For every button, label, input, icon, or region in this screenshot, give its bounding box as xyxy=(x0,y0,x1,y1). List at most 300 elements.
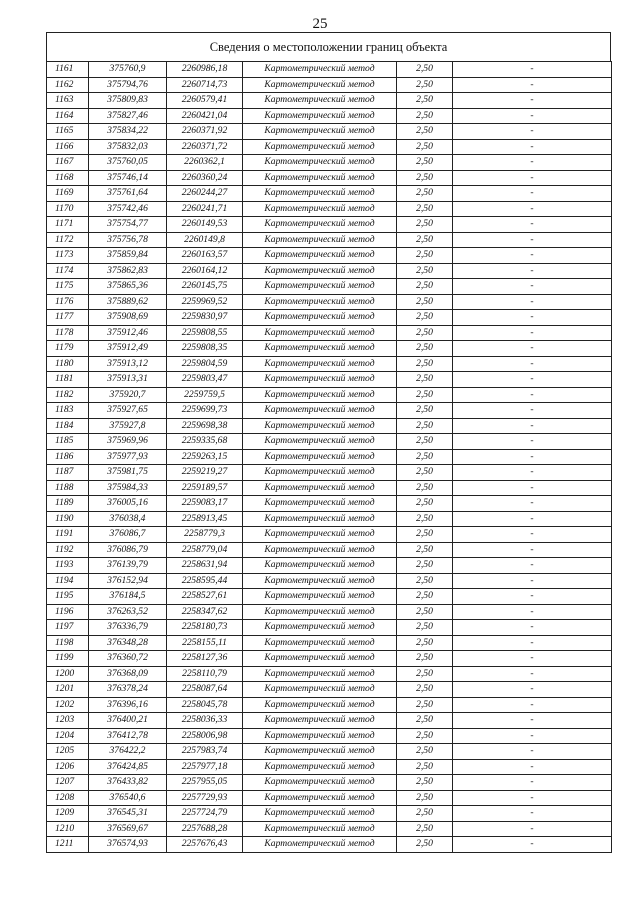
method-cell: Картометрический метод xyxy=(243,294,397,310)
x-coordinate-cell: 376368,09 xyxy=(89,666,167,682)
description-cell: - xyxy=(453,139,612,155)
method-cell: Картометрический метод xyxy=(243,356,397,372)
method-cell: Картометрический метод xyxy=(243,775,397,791)
coordinates-table-body xyxy=(47,62,612,853)
point-number-cell: 1185 xyxy=(47,434,89,450)
accuracy-cell: 2,50 xyxy=(397,93,453,109)
method-cell: Картометрический метод xyxy=(243,124,397,140)
accuracy-cell: 2,50 xyxy=(397,821,453,837)
x-coordinate-cell: 376139,79 xyxy=(89,558,167,574)
description-cell: - xyxy=(453,635,612,651)
point-number-cell: 1168 xyxy=(47,170,89,186)
point-number-cell: 1207 xyxy=(47,775,89,791)
y-coordinate-cell: 2259808,35 xyxy=(167,341,243,357)
table-row xyxy=(47,201,612,217)
method-cell: Картометрический метод xyxy=(243,713,397,729)
table-row xyxy=(47,418,612,434)
point-number-cell: 1201 xyxy=(47,682,89,698)
table-row xyxy=(47,294,612,310)
method-cell: Картометрический метод xyxy=(243,279,397,295)
point-number-cell: 1170 xyxy=(47,201,89,217)
method-cell: Картометрический метод xyxy=(243,728,397,744)
description-cell: - xyxy=(453,728,612,744)
method-cell: Картометрический метод xyxy=(243,93,397,109)
method-cell: Картометрический метод xyxy=(243,155,397,171)
description-cell: - xyxy=(453,573,612,589)
point-number-cell: 1189 xyxy=(47,496,89,512)
method-cell: Картометрический метод xyxy=(243,759,397,775)
table-row xyxy=(47,837,612,853)
y-coordinate-cell: 2258631,94 xyxy=(167,558,243,574)
x-coordinate-cell: 375913,31 xyxy=(89,372,167,388)
point-number-cell: 1196 xyxy=(47,604,89,620)
y-coordinate-cell: 2260164,12 xyxy=(167,263,243,279)
table-row xyxy=(47,279,612,295)
method-cell: Картометрический метод xyxy=(243,744,397,760)
accuracy-cell: 2,50 xyxy=(397,77,453,93)
description-cell: - xyxy=(453,217,612,233)
point-number-cell: 1206 xyxy=(47,759,89,775)
y-coordinate-cell: 2257676,43 xyxy=(167,837,243,853)
table-row xyxy=(47,403,612,419)
method-cell: Картометрический метод xyxy=(243,325,397,341)
table-row xyxy=(47,728,612,744)
x-coordinate-cell: 376360,72 xyxy=(89,651,167,667)
point-number-cell: 1182 xyxy=(47,387,89,403)
description-cell: - xyxy=(453,186,612,202)
description-cell: - xyxy=(453,294,612,310)
point-number-cell: 1191 xyxy=(47,527,89,543)
accuracy-cell: 2,50 xyxy=(397,186,453,202)
table-row xyxy=(47,170,612,186)
table-row xyxy=(47,558,612,574)
description-cell: - xyxy=(453,589,612,605)
y-coordinate-cell: 2258155,11 xyxy=(167,635,243,651)
method-cell: Картометрический метод xyxy=(243,620,397,636)
point-number-cell: 1203 xyxy=(47,713,89,729)
method-cell: Картометрический метод xyxy=(243,62,397,78)
point-number-cell: 1200 xyxy=(47,666,89,682)
point-number-cell: 1209 xyxy=(47,806,89,822)
x-coordinate-cell: 375865,36 xyxy=(89,279,167,295)
accuracy-cell: 2,50 xyxy=(397,232,453,248)
method-cell: Картометрический метод xyxy=(243,837,397,853)
accuracy-cell: 2,50 xyxy=(397,837,453,853)
method-cell: Картометрический метод xyxy=(243,821,397,837)
point-number-cell: 1184 xyxy=(47,418,89,434)
table-row xyxy=(47,387,612,403)
method-cell: Картометрический метод xyxy=(243,511,397,527)
y-coordinate-cell: 2257729,93 xyxy=(167,790,243,806)
x-coordinate-cell: 376336,79 xyxy=(89,620,167,636)
x-coordinate-cell: 375981,75 xyxy=(89,465,167,481)
accuracy-cell: 2,50 xyxy=(397,248,453,264)
description-cell: - xyxy=(453,666,612,682)
accuracy-cell: 2,50 xyxy=(397,496,453,512)
description-cell: - xyxy=(453,124,612,140)
x-coordinate-cell: 376400,21 xyxy=(89,713,167,729)
accuracy-cell: 2,50 xyxy=(397,651,453,667)
x-coordinate-cell: 376184,5 xyxy=(89,589,167,605)
accuracy-cell: 2,50 xyxy=(397,728,453,744)
point-number-cell: 1194 xyxy=(47,573,89,589)
x-coordinate-cell: 375832,03 xyxy=(89,139,167,155)
point-number-cell: 1204 xyxy=(47,728,89,744)
x-coordinate-cell: 375969,96 xyxy=(89,434,167,450)
table-row xyxy=(47,682,612,698)
table-row xyxy=(47,821,612,837)
table-row xyxy=(47,77,612,93)
y-coordinate-cell: 2259189,57 xyxy=(167,480,243,496)
table-row xyxy=(47,155,612,171)
table-title: Сведения о местоположении границ объекта xyxy=(46,32,611,61)
table-row xyxy=(47,108,612,124)
description-cell: - xyxy=(453,527,612,543)
accuracy-cell: 2,50 xyxy=(397,279,453,295)
accuracy-cell: 2,50 xyxy=(397,682,453,698)
x-coordinate-cell: 375889,62 xyxy=(89,294,167,310)
description-cell: - xyxy=(453,279,612,295)
point-number-cell: 1163 xyxy=(47,93,89,109)
description-cell: - xyxy=(453,620,612,636)
point-number-cell: 1167 xyxy=(47,155,89,171)
y-coordinate-cell: 2258913,45 xyxy=(167,511,243,527)
description-cell: - xyxy=(453,604,612,620)
point-number-cell: 1166 xyxy=(47,139,89,155)
accuracy-cell: 2,50 xyxy=(397,356,453,372)
method-cell: Картометрический метод xyxy=(243,341,397,357)
point-number-cell: 1195 xyxy=(47,589,89,605)
x-coordinate-cell: 375760,9 xyxy=(89,62,167,78)
x-coordinate-cell: 376424,85 xyxy=(89,759,167,775)
table-row xyxy=(47,713,612,729)
point-number-cell: 1176 xyxy=(47,294,89,310)
accuracy-cell: 2,50 xyxy=(397,387,453,403)
x-coordinate-cell: 375794,76 xyxy=(89,77,167,93)
method-cell: Картометрический метод xyxy=(243,465,397,481)
x-coordinate-cell: 375827,46 xyxy=(89,108,167,124)
accuracy-cell: 2,50 xyxy=(397,620,453,636)
table-row xyxy=(47,263,612,279)
y-coordinate-cell: 2260371,92 xyxy=(167,124,243,140)
description-cell: - xyxy=(453,108,612,124)
x-coordinate-cell: 375761,64 xyxy=(89,186,167,202)
method-cell: Картометрический метод xyxy=(243,573,397,589)
description-cell: - xyxy=(453,434,612,450)
table-row xyxy=(47,356,612,372)
table-row xyxy=(47,372,612,388)
accuracy-cell: 2,50 xyxy=(397,527,453,543)
y-coordinate-cell: 2259759,5 xyxy=(167,387,243,403)
description-cell: - xyxy=(453,201,612,217)
y-coordinate-cell: 2259969,52 xyxy=(167,294,243,310)
method-cell: Картометрический метод xyxy=(243,139,397,155)
y-coordinate-cell: 2258180,73 xyxy=(167,620,243,636)
method-cell: Картометрический метод xyxy=(243,170,397,186)
table-row xyxy=(47,635,612,651)
x-coordinate-cell: 375742,46 xyxy=(89,201,167,217)
y-coordinate-cell: 2257955,05 xyxy=(167,775,243,791)
description-cell: - xyxy=(453,806,612,822)
point-number-cell: 1198 xyxy=(47,635,89,651)
x-coordinate-cell: 375984,33 xyxy=(89,480,167,496)
y-coordinate-cell: 2260421,04 xyxy=(167,108,243,124)
point-number-cell: 1183 xyxy=(47,403,89,419)
point-number-cell: 1173 xyxy=(47,248,89,264)
method-cell: Картометрический метод xyxy=(243,697,397,713)
description-cell: - xyxy=(453,775,612,791)
point-number-cell: 1178 xyxy=(47,325,89,341)
description-cell: - xyxy=(453,93,612,109)
accuracy-cell: 2,50 xyxy=(397,310,453,326)
method-cell: Картометрический метод xyxy=(243,682,397,698)
accuracy-cell: 2,50 xyxy=(397,124,453,140)
y-coordinate-cell: 2258087,64 xyxy=(167,682,243,698)
accuracy-cell: 2,50 xyxy=(397,806,453,822)
accuracy-cell: 2,50 xyxy=(397,201,453,217)
description-cell: - xyxy=(453,263,612,279)
table-row xyxy=(47,449,612,465)
method-cell: Картометрический метод xyxy=(243,542,397,558)
method-cell: Картометрический метод xyxy=(243,263,397,279)
description-cell: - xyxy=(453,496,612,512)
description-cell: - xyxy=(453,356,612,372)
point-number-cell: 1164 xyxy=(47,108,89,124)
x-coordinate-cell: 376545,31 xyxy=(89,806,167,822)
point-number-cell: 1162 xyxy=(47,77,89,93)
x-coordinate-cell: 376569,67 xyxy=(89,821,167,837)
description-cell: - xyxy=(453,558,612,574)
accuracy-cell: 2,50 xyxy=(397,744,453,760)
method-cell: Картометрический метод xyxy=(243,403,397,419)
y-coordinate-cell: 2260714,73 xyxy=(167,77,243,93)
accuracy-cell: 2,50 xyxy=(397,372,453,388)
x-coordinate-cell: 376574,93 xyxy=(89,837,167,853)
x-coordinate-cell: 375977,93 xyxy=(89,449,167,465)
accuracy-cell: 2,50 xyxy=(397,294,453,310)
y-coordinate-cell: 2260149,8 xyxy=(167,232,243,248)
description-cell: - xyxy=(453,759,612,775)
table-row xyxy=(47,775,612,791)
y-coordinate-cell: 2258347,62 xyxy=(167,604,243,620)
x-coordinate-cell: 375760,05 xyxy=(89,155,167,171)
y-coordinate-cell: 2257724,79 xyxy=(167,806,243,822)
point-number-cell: 1181 xyxy=(47,372,89,388)
point-number-cell: 1179 xyxy=(47,341,89,357)
method-cell: Картометрический метод xyxy=(243,527,397,543)
accuracy-cell: 2,50 xyxy=(397,263,453,279)
x-coordinate-cell: 376005,16 xyxy=(89,496,167,512)
method-cell: Картометрический метод xyxy=(243,604,397,620)
description-cell: - xyxy=(453,170,612,186)
point-number-cell: 1210 xyxy=(47,821,89,837)
x-coordinate-cell: 375859,84 xyxy=(89,248,167,264)
page-number: 25 xyxy=(312,16,328,32)
accuracy-cell: 2,50 xyxy=(397,713,453,729)
coordinates-table xyxy=(46,61,612,853)
description-cell: - xyxy=(453,155,612,171)
method-cell: Картометрический метод xyxy=(243,635,397,651)
y-coordinate-cell: 2259083,17 xyxy=(167,496,243,512)
description-cell: - xyxy=(453,232,612,248)
y-coordinate-cell: 2260579,41 xyxy=(167,93,243,109)
x-coordinate-cell: 376433,82 xyxy=(89,775,167,791)
description-cell: - xyxy=(453,480,612,496)
y-coordinate-cell: 2257977,18 xyxy=(167,759,243,775)
point-number-cell: 1188 xyxy=(47,480,89,496)
accuracy-cell: 2,50 xyxy=(397,341,453,357)
method-cell: Картометрический метод xyxy=(243,589,397,605)
method-cell: Картометрический метод xyxy=(243,108,397,124)
description-cell: - xyxy=(453,697,612,713)
table-row xyxy=(47,480,612,496)
x-coordinate-cell: 375912,46 xyxy=(89,325,167,341)
y-coordinate-cell: 2260149,53 xyxy=(167,217,243,233)
table-row xyxy=(47,139,612,155)
table-row xyxy=(47,341,612,357)
x-coordinate-cell: 376396,16 xyxy=(89,697,167,713)
accuracy-cell: 2,50 xyxy=(397,480,453,496)
x-coordinate-cell: 375908,69 xyxy=(89,310,167,326)
table-row xyxy=(47,62,612,78)
accuracy-cell: 2,50 xyxy=(397,573,453,589)
y-coordinate-cell: 2259830,97 xyxy=(167,310,243,326)
x-coordinate-cell: 375927,8 xyxy=(89,418,167,434)
method-cell: Картометрический метод xyxy=(243,666,397,682)
x-coordinate-cell: 375913,12 xyxy=(89,356,167,372)
accuracy-cell: 2,50 xyxy=(397,62,453,78)
accuracy-cell: 2,50 xyxy=(397,108,453,124)
table-row xyxy=(47,620,612,636)
accuracy-cell: 2,50 xyxy=(397,465,453,481)
accuracy-cell: 2,50 xyxy=(397,775,453,791)
y-coordinate-cell: 2258045,78 xyxy=(167,697,243,713)
method-cell: Картометрический метод xyxy=(243,434,397,450)
accuracy-cell: 2,50 xyxy=(397,449,453,465)
accuracy-cell: 2,50 xyxy=(397,217,453,233)
table-row xyxy=(47,651,612,667)
point-number-cell: 1199 xyxy=(47,651,89,667)
description-cell: - xyxy=(453,372,612,388)
x-coordinate-cell: 376086,79 xyxy=(89,542,167,558)
y-coordinate-cell: 2258527,61 xyxy=(167,589,243,605)
method-cell: Картометрический метод xyxy=(243,186,397,202)
description-cell: - xyxy=(453,744,612,760)
accuracy-cell: 2,50 xyxy=(397,604,453,620)
description-cell: - xyxy=(453,310,612,326)
accuracy-cell: 2,50 xyxy=(397,589,453,605)
x-coordinate-cell: 376348,28 xyxy=(89,635,167,651)
x-coordinate-cell: 376422,2 xyxy=(89,744,167,760)
y-coordinate-cell: 2260371,72 xyxy=(167,139,243,155)
method-cell: Картометрический метод xyxy=(243,248,397,264)
method-cell: Картометрический метод xyxy=(243,790,397,806)
table-row xyxy=(47,759,612,775)
description-cell: - xyxy=(453,387,612,403)
x-coordinate-cell: 376412,78 xyxy=(89,728,167,744)
point-number-cell: 1177 xyxy=(47,310,89,326)
table-row xyxy=(47,248,612,264)
y-coordinate-cell: 2258779,3 xyxy=(167,527,243,543)
y-coordinate-cell: 2259219,27 xyxy=(167,465,243,481)
description-cell: - xyxy=(453,713,612,729)
point-number-cell: 1180 xyxy=(47,356,89,372)
x-coordinate-cell: 376378,24 xyxy=(89,682,167,698)
table-row xyxy=(47,697,612,713)
point-number-cell: 1202 xyxy=(47,697,89,713)
table-row xyxy=(47,806,612,822)
boundary-table-sheet xyxy=(46,32,611,853)
x-coordinate-cell: 375834,22 xyxy=(89,124,167,140)
x-coordinate-cell: 375754,77 xyxy=(89,217,167,233)
point-number-cell: 1174 xyxy=(47,263,89,279)
method-cell: Картометрический метод xyxy=(243,496,397,512)
description-cell: - xyxy=(453,403,612,419)
y-coordinate-cell: 2260244,27 xyxy=(167,186,243,202)
method-cell: Картометрический метод xyxy=(243,372,397,388)
x-coordinate-cell: 376152,94 xyxy=(89,573,167,589)
accuracy-cell: 2,50 xyxy=(397,155,453,171)
table-row xyxy=(47,511,612,527)
method-cell: Картометрический метод xyxy=(243,201,397,217)
table-row xyxy=(47,232,612,248)
table-row xyxy=(47,790,612,806)
x-coordinate-cell: 375862,83 xyxy=(89,263,167,279)
table-row xyxy=(47,124,612,140)
point-number-cell: 1197 xyxy=(47,620,89,636)
method-cell: Картометрический метод xyxy=(243,480,397,496)
accuracy-cell: 2,50 xyxy=(397,170,453,186)
y-coordinate-cell: 2259699,73 xyxy=(167,403,243,419)
table-row xyxy=(47,573,612,589)
table-row xyxy=(47,434,612,450)
point-number-cell: 1165 xyxy=(47,124,89,140)
x-coordinate-cell: 375920,7 xyxy=(89,387,167,403)
description-cell: - xyxy=(453,465,612,481)
accuracy-cell: 2,50 xyxy=(397,511,453,527)
description-cell: - xyxy=(453,77,612,93)
description-cell: - xyxy=(453,651,612,667)
x-coordinate-cell: 375809,83 xyxy=(89,93,167,109)
table-row xyxy=(47,604,612,620)
y-coordinate-cell: 2260163,57 xyxy=(167,248,243,264)
accuracy-cell: 2,50 xyxy=(397,697,453,713)
y-coordinate-cell: 2258110,79 xyxy=(167,666,243,682)
accuracy-cell: 2,50 xyxy=(397,790,453,806)
y-coordinate-cell: 2259335,68 xyxy=(167,434,243,450)
method-cell: Картометрический метод xyxy=(243,651,397,667)
y-coordinate-cell: 2259263,15 xyxy=(167,449,243,465)
x-coordinate-cell: 376086,7 xyxy=(89,527,167,543)
method-cell: Картометрический метод xyxy=(243,77,397,93)
point-number-cell: 1186 xyxy=(47,449,89,465)
x-coordinate-cell: 376038,4 xyxy=(89,511,167,527)
description-cell: - xyxy=(453,542,612,558)
y-coordinate-cell: 2258127,36 xyxy=(167,651,243,667)
point-number-cell: 1187 xyxy=(47,465,89,481)
point-number-cell: 1192 xyxy=(47,542,89,558)
y-coordinate-cell: 2259804,59 xyxy=(167,356,243,372)
y-coordinate-cell: 2260362,1 xyxy=(167,155,243,171)
point-number-cell: 1169 xyxy=(47,186,89,202)
accuracy-cell: 2,50 xyxy=(397,542,453,558)
y-coordinate-cell: 2258595,44 xyxy=(167,573,243,589)
point-number-cell: 1211 xyxy=(47,837,89,853)
y-coordinate-cell: 2258006,98 xyxy=(167,728,243,744)
y-coordinate-cell: 2260241,71 xyxy=(167,201,243,217)
accuracy-cell: 2,50 xyxy=(397,325,453,341)
x-coordinate-cell: 376540,6 xyxy=(89,790,167,806)
